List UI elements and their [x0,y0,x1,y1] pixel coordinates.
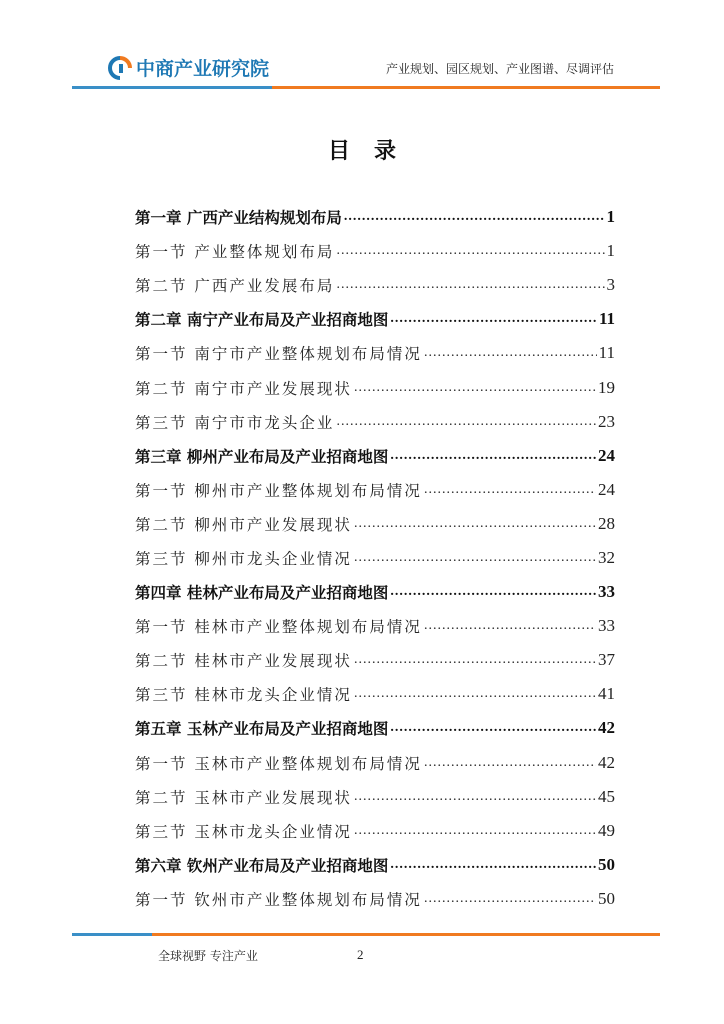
toc-dot-leader [390,448,596,464]
toc-dot-leader [336,277,604,293]
table-of-contents [135,200,615,916]
toc-section-entry[interactable] [135,234,615,268]
toc-entry-page: 33 [598,582,615,602]
toc-dot-leader [424,755,596,771]
toc-dot-leader [354,789,596,805]
toc-entry-page: 11 [598,309,615,329]
toc-chapter-entry[interactable] [135,575,615,609]
toc-entry-page: 37 [598,650,615,670]
toc-entry-label: 第二节 柳州市产业发展现状 [135,515,352,534]
company-logo-icon [108,56,132,80]
toc-entry-page: 23 [598,411,615,431]
toc-section-entry[interactable] [135,677,615,711]
toc-dot-leader [390,720,596,736]
toc-dot-leader [390,311,597,327]
toc-entry-page: 19 [598,377,615,397]
toc-entry-page: 50 [598,888,615,908]
footer-rule-blue [72,933,152,936]
toc-dot-leader [354,823,596,839]
toc-entry-label: 第三节 南宁市市龙头企业 [135,413,335,432]
toc-chapter-entry[interactable] [135,200,615,234]
toc-entry-page: 24 [598,479,615,499]
toc-dot-leader [390,584,596,600]
header-tagline: 产业规划、园区规划、产业图谱、尽调评估 [385,62,614,76]
toc-entry-label: 第一节 玉林市产业整体规划布局情况 [135,754,422,773]
toc-entry-page: 1 [606,241,615,261]
toc-section-entry[interactable] [135,609,615,643]
toc-dot-leader [354,652,596,668]
toc-dot-leader [336,414,596,430]
toc-dot-leader [424,891,596,907]
toc-entry-page: 33 [598,616,615,636]
toc-entry-label: 第五章 玉林产业布局及产业招商地图 [135,720,389,739]
toc-entry-label: 第二章 南宁产业布局及产业招商地图 [135,311,389,330]
toc-entry-label: 第二节 玉林市产业发展现状 [135,788,352,807]
toc-entry-page: 11 [598,343,615,363]
toc-entry-label: 第二节 桂林市产业发展现状 [135,652,352,671]
toc-entry-page: 3 [606,275,615,295]
toc-entry-label: 第一节 南宁市产业整体规划布局情况 [135,345,422,364]
toc-entry-label: 第二节 南宁市产业发展现状 [135,379,352,398]
toc-dot-leader [354,550,596,566]
toc-section-entry[interactable] [135,268,615,302]
toc-dot-leader [390,857,596,873]
toc-entry-page: 45 [598,786,615,806]
toc-entry-label: 第一节 柳州市产业整体规划布局情况 [135,481,422,500]
toc-section-entry[interactable] [135,336,615,370]
footer-slogan: 全球视野 专注产业 [158,949,258,963]
toc-chapter-entry[interactable] [135,848,615,882]
toc-entry-page: 24 [598,445,615,465]
toc-entry-page: 42 [598,718,615,738]
toc-section-entry[interactable] [135,746,615,780]
toc-entry-label: 第三章 柳州产业布局及产业招商地图 [135,447,389,466]
toc-entry-label: 第六章 钦州产业布局及产业招商地图 [135,856,389,875]
toc-dot-leader [354,380,596,396]
toc-entry-page: 1 [606,207,615,227]
toc-section-entry[interactable] [135,643,615,677]
toc-section-entry[interactable] [135,780,615,814]
toc-dot-leader [354,516,596,532]
toc-entry-page: 32 [598,547,615,567]
toc-section-entry[interactable] [135,473,615,507]
toc-entry-label: 第一节 桂林市产业整体规划布局情况 [135,618,422,637]
page-title: 目录 [327,139,420,164]
toc-entry-page: 49 [598,820,615,840]
toc-chapter-entry[interactable] [135,711,615,745]
footer-page-number: 2 [357,947,364,962]
toc-dot-leader [354,686,596,702]
toc-dot-leader [344,209,605,225]
logo-text: 中商产业研究院 [136,58,270,80]
toc-dot-leader [336,243,604,259]
toc-section-entry[interactable] [135,405,615,439]
toc-dot-leader [424,618,596,634]
toc-entry-label: 第三节 柳州市龙头企业情况 [135,549,352,568]
toc-chapter-entry[interactable] [135,302,615,336]
toc-entry-page: 41 [598,684,615,704]
toc-entry-label: 第三节 桂林市龙头企业情况 [135,686,352,705]
toc-chapter-entry[interactable] [135,439,615,473]
company-logo [108,54,269,81]
toc-section-entry[interactable] [135,814,615,848]
toc-entry-page: 50 [598,854,615,874]
toc-dot-leader [424,345,597,361]
toc-section-entry[interactable] [135,882,615,916]
toc-section-entry[interactable] [135,370,615,404]
toc-entry-label: 第二节 广西产业发展布局 [135,277,335,296]
page-header [0,0,724,100]
toc-entry-label: 第一章 广西产业结构规划布局 [135,209,342,228]
footer-rule-orange [152,933,660,936]
header-rule-blue [72,86,272,89]
toc-section-entry[interactable] [135,507,615,541]
toc-entry-label: 第一节 钦州市产业整体规划布局情况 [135,890,422,909]
toc-section-entry[interactable] [135,541,615,575]
toc-entry-page: 28 [598,513,615,533]
toc-entry-page: 42 [598,752,615,772]
toc-dot-leader [424,482,596,498]
toc-entry-label: 第三节 玉林市龙头企业情况 [135,822,352,841]
toc-entry-label: 第四章 桂林产业布局及产业招商地图 [135,584,389,603]
toc-entry-label: 第一节 产业整体规划布局 [135,243,335,262]
header-rule-orange [272,86,660,89]
